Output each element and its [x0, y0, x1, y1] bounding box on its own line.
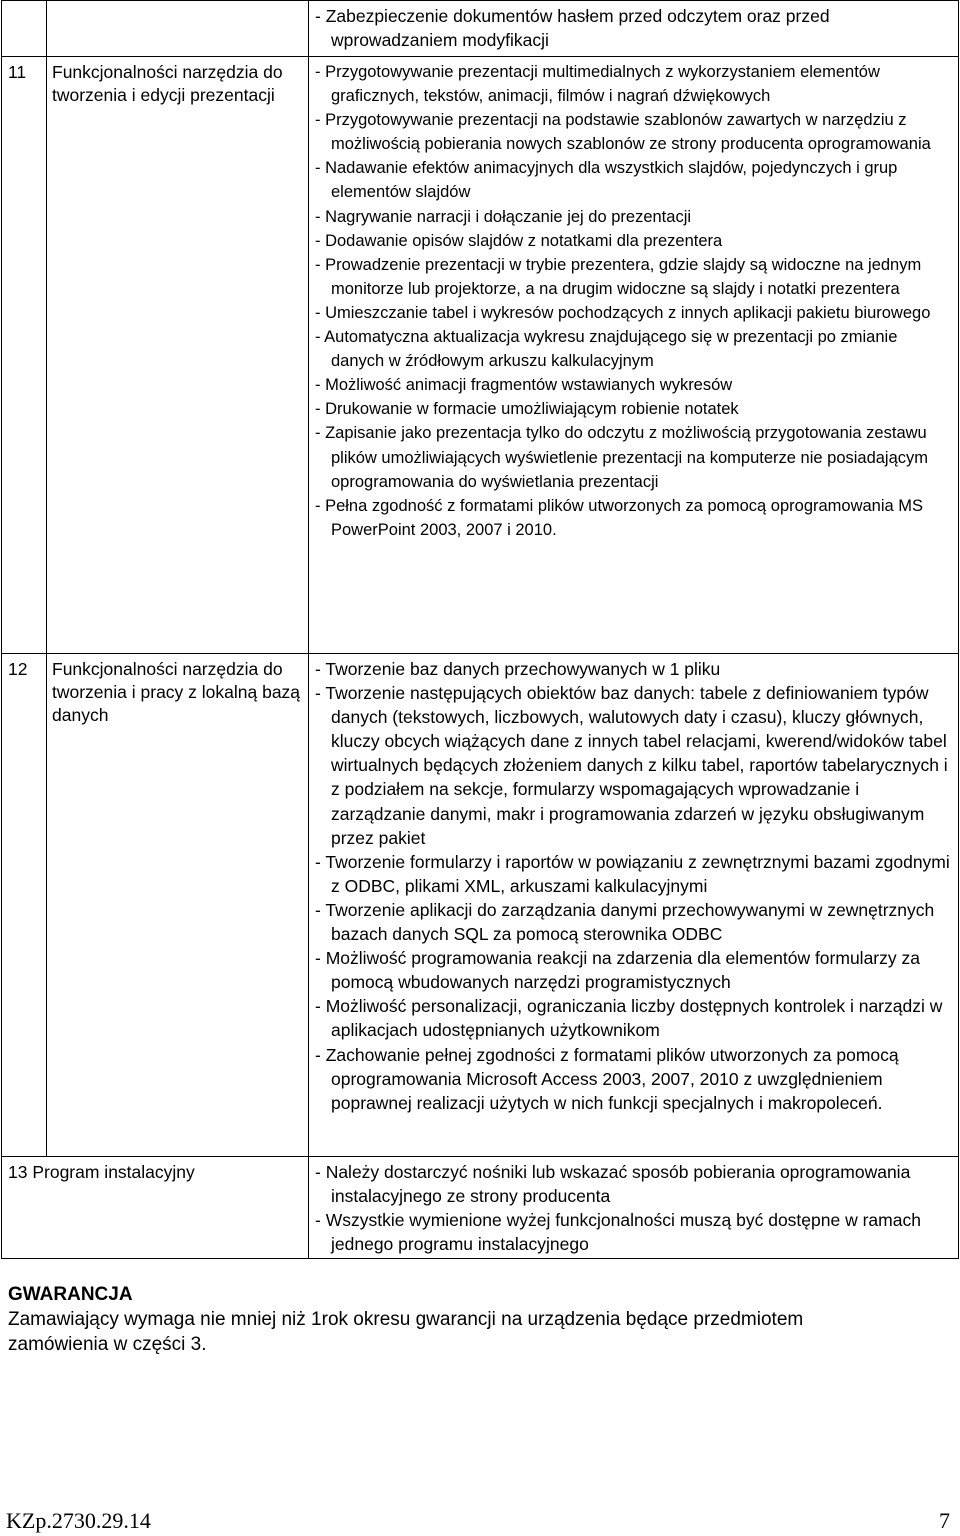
row-number: 11 [8, 62, 27, 82]
row-number [2, 1, 46, 5]
list-item: - Zapisanie jako prezentacja tylko do odczytu z możliwością przygotowania zestawu plików umożliwiających wyświetlenie prezentacji na komputerze nie posiadającym oprogramowania do wyświetlania prezentacji [315, 424, 929, 491]
row-number-cell [2, 1, 47, 57]
list-item: - Prowadzenie prezentacji w trybie prezentera, gdzie slajdy są widoczne na jednym monitorze lub projektorze, a na drugim widoczne są slajdy i notatki prezentera [315, 255, 922, 298]
row-description-cell [309, 1157, 959, 1259]
row-name-cell [2, 1157, 309, 1259]
list-item: - Tworzenie następujących obiektów baz danych: tabele z definiowaniem typów danych (tekstowych, liczbowych, walutowych daty i czasu), kluczy głównych, kluczy obcych wiążących dane z innych tabel relacjami, kwerend/widoków tabel wirtualnych będących złożeniem danych z kilku tabel, raportów tabelarycznych i z podziałem na sekcje, formularzy wspomagających wprowadzanie i zarządzanie danymi, makr i programowania zdarzeń w języku obsługiwanym przez pakiet [315, 683, 948, 848]
warranty-heading: GWARANCJA [8, 1284, 133, 1305]
page-number: 7 [939, 1508, 950, 1533]
row-name: Program instalacyjny [32, 1162, 195, 1182]
row-description-cell [309, 57, 959, 654]
list-item: - Drukowanie w formacie umożliwiającym robienie notatek [315, 400, 739, 419]
list-item: - Przygotowywanie prezentacji na podstawie szablonów zawartych w narzędziu z możliwością pobierania nowych szablonów ze strony producenta oprogramowania [315, 111, 931, 154]
row-description-cell [309, 654, 959, 1157]
row-name-cell [47, 57, 309, 654]
list-item: - Możliwość animacji fragmentów wstawianych wykresów [315, 376, 733, 395]
row-number: 12 [8, 659, 28, 679]
list-item: - Przygotowywanie prezentacji multimedialnych z wykorzystaniem elementów graficznych, tekstów, animacji, filmów i nagrań dźwiękowych [315, 63, 880, 106]
row-name: Funkcjonalności narzędzia do tworzenia i pracy z lokalną bazą danych [52, 659, 301, 726]
specification-table [1, 0, 959, 1259]
list-item: - Zabezpieczenie dokumentów hasłem przed odczytem oraz przed wprowadzaniem modyfikacji [315, 6, 830, 51]
list-item: - Możliwość personalizacji, ograniczania liczby dostępnych kontrolek i narządzi w aplikacjach udostępnianych użytkownikom [315, 996, 943, 1041]
row-number: 13 [8, 1162, 28, 1182]
list-item: - Nadawanie efektów animacyjnych dla wszystkich slajdów, pojedynczych i grup elementów slajdów [315, 159, 898, 202]
warranty-text: Zamawiający wymaga nie mniej niż 1rok okresu gwarancji na urządzenia będące przedmiotem zamówienia w części 3. [8, 1309, 804, 1355]
row-description-cell [309, 1, 959, 57]
list-item: - Pełna zgodność z formatami plików utworzonych za pomocą oprogramowania MS PowerPoint 2003, 2007 i 2010. [315, 496, 924, 539]
list-item: - Możliwość programowania reakcji na zdarzenia dla elementów formularzy za pomocą wbudowanych narzędzi programistycznych [315, 948, 920, 993]
list-item: - Wszystkie wymienione wyżej funkcjonalności muszą być dostępne w ramach jednego programu instalacyjnego [315, 1210, 921, 1255]
list-item: - Nagrywanie narracji i dołączanie jej do prezentacji [315, 207, 692, 226]
list-item: - Dodawanie opisów slajdów z notatkami dla prezentera [315, 231, 723, 250]
list-item: - Tworzenie baz danych przechowywanych w 1 pliku [315, 659, 721, 679]
row-name-cell [47, 1, 309, 57]
row-name: Funkcjonalności narzędzia do tworzenia i edycji prezentacji [52, 62, 283, 106]
row-number-cell [2, 654, 47, 1157]
table-row [2, 1, 959, 57]
list-item: - Tworzenie aplikacji do zarządzania danymi przechowywanymi w zewnętrznych bazach danych SQL za pomocą sterownika ODBC [315, 899, 935, 945]
table-row [2, 57, 959, 654]
document-reference: KZp.2730.29.14 [6, 1508, 151, 1533]
list-item: - Zachowanie pełnej zgodności z formatami plików utworzonych za pomocą oprogramowania Microsoft Access 2003, 2007, 2010 z uwzględnieniem poprawnej realizacji użytych w nich funkcji specjalnych i makropoleceń. [315, 1044, 899, 1113]
table-row [2, 654, 959, 1157]
list-item: - Umieszczanie tabel i wykresów pochodzących z innych aplikacji pakietu biurowego [315, 303, 931, 322]
list-item: - Tworzenie formularzy i raportów w powiązaniu z zewnętrznymi bazami zgodnymi z ODBC, plikami XML, arkuszami kalkulacyjnymi [315, 851, 950, 896]
list-item: - Należy dostarczyć nośniki lub wskazać sposób pobierania oprogramowania instalacyjnego ze strony producenta [315, 1162, 911, 1207]
warranty-section [8, 1282, 948, 1357]
row-number-cell [2, 57, 47, 654]
row-name-cell [47, 654, 309, 1157]
table-row [2, 1157, 959, 1259]
row-name [47, 1, 308, 5]
list-item: - Automatyczna aktualizacja wykresu znajdującego się w prezentacji po zmianie danych w źródłowym arkuszu kalkulacyjnym [315, 328, 898, 371]
